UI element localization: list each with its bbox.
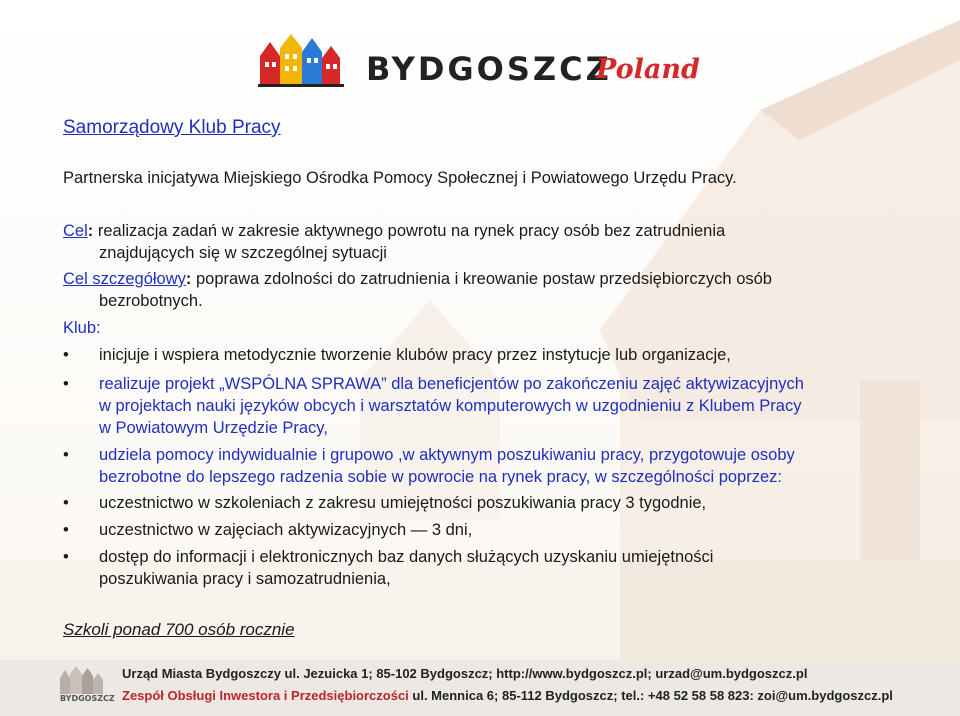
cel-label: Cel [63, 222, 88, 240]
bullet-dot: • [63, 521, 69, 539]
list-item [63, 344, 883, 366]
footer-zoi-details: ul. Mennica 6; 85-112 Bydgoszcz; tel.: +48 52 58 58 823: zoi@um.bydgoszcz.pl [408, 688, 893, 703]
list-item-text: udziela pomocy indywidualnie i grupowo ,w aktywnym poszukiwaniu pracy, przygotowuje osoby [99, 446, 795, 464]
cel-colon: : [87, 222, 94, 240]
list-item-text: poszukiwania pracy i samozatrudnienia, [99, 570, 391, 588]
footer-note: Szkoli ponad 700 osób rocznie [63, 620, 295, 639]
list-item-text: dostęp do informacji i elektronicznych baz danych służących uzyskaniu umiejętności [99, 548, 714, 566]
logo-country-name: Poland [596, 54, 700, 85]
footer-zoi-line [122, 688, 893, 703]
cel-paragraph [63, 220, 725, 264]
cel-szczegolowy-label: Cel szczegółowy [63, 270, 186, 288]
city-houses-icon [58, 664, 114, 696]
klub-label: Klub: [63, 319, 101, 337]
footer [0, 660, 960, 716]
footer-logo-text: BYDGOSZCZ [60, 694, 115, 703]
list-item-text: uczestnictwo w szkoleniach z zakresu umiejętności poszukiwania pracy 3 tygodnie, [99, 494, 707, 512]
subtitle: Partnerska inicjatywa Miejskiego Ośrodka Pomocy Społecznej i Powiatowego Urzędu Pracy. [63, 169, 737, 187]
bullet-dot: • [63, 346, 69, 364]
list-item [63, 373, 883, 439]
footer-logo [52, 664, 114, 710]
list-item-text: realizuje projekt „WSPÓLNA SPRAWA” dla beneficjentów po zakończeniu zajęć aktywizacyjnych [99, 375, 804, 393]
bullet-dot: • [63, 494, 69, 512]
footer-zoi-name: Zespół Obsługi Inwestora i Przedsiębiorczości [122, 688, 409, 703]
footer-address-line: Urząd Miasta Bydgoszczy ul. Jezuicka 1; 85-102 Bydgoszcz; http://www.bydgoszcz.pl; urzad@um.bydgoszcz.pl [122, 666, 808, 681]
cel-szczegolowy-text-line2: bezrobotnych. [99, 292, 203, 310]
page-title: Samorządowy Klub Pracy [63, 117, 281, 138]
list-item-text: uczestnictwo w zajęciach aktywizacyjnych — 3 dni, [99, 521, 473, 539]
bullet-dot: • [63, 446, 69, 464]
list-item-text: w Powiatowym Urzędzie Pracy, [99, 419, 328, 437]
list-item [63, 492, 883, 514]
list-item-text: inicjuje i wspiera metodycznie tworzenie klubów pracy przez instytucje lub organizacje, [99, 346, 731, 364]
list-item-text: w projektach nauki języków obcych i warsztatów komputerowych w uzgodnieniu z Klubem Pracy [99, 397, 802, 415]
cel-text-line1: realizacja zadań w zakresie aktywnego powrotu na rynek pracy osób bez zatrudnienia [93, 222, 726, 240]
bydgoszcz-logo [258, 30, 708, 100]
list-item [63, 519, 883, 541]
list-item [63, 444, 883, 488]
city-houses-icon [258, 34, 358, 90]
list-item-text: bezrobotne do lepszego radzenia sobie w powrocie na rynek pracy, w szczególności poprzez: [99, 468, 782, 486]
cel-szczegolowy-colon: : [185, 270, 192, 288]
list-item [63, 546, 883, 590]
cel-szczegolowy-text-line1: poprawa zdolności do zatrudnienia i kreowanie postaw przedsiębiorczych osób [191, 270, 772, 288]
cel-szczegolowy-paragraph [63, 268, 772, 312]
bullet-dot: • [63, 548, 69, 566]
cel-text-line2: znajdujących się w szczególnej sytuacji [99, 244, 387, 262]
bullet-dot: • [63, 375, 69, 393]
logo-city-name: BYDGOSZCZ [366, 50, 612, 88]
